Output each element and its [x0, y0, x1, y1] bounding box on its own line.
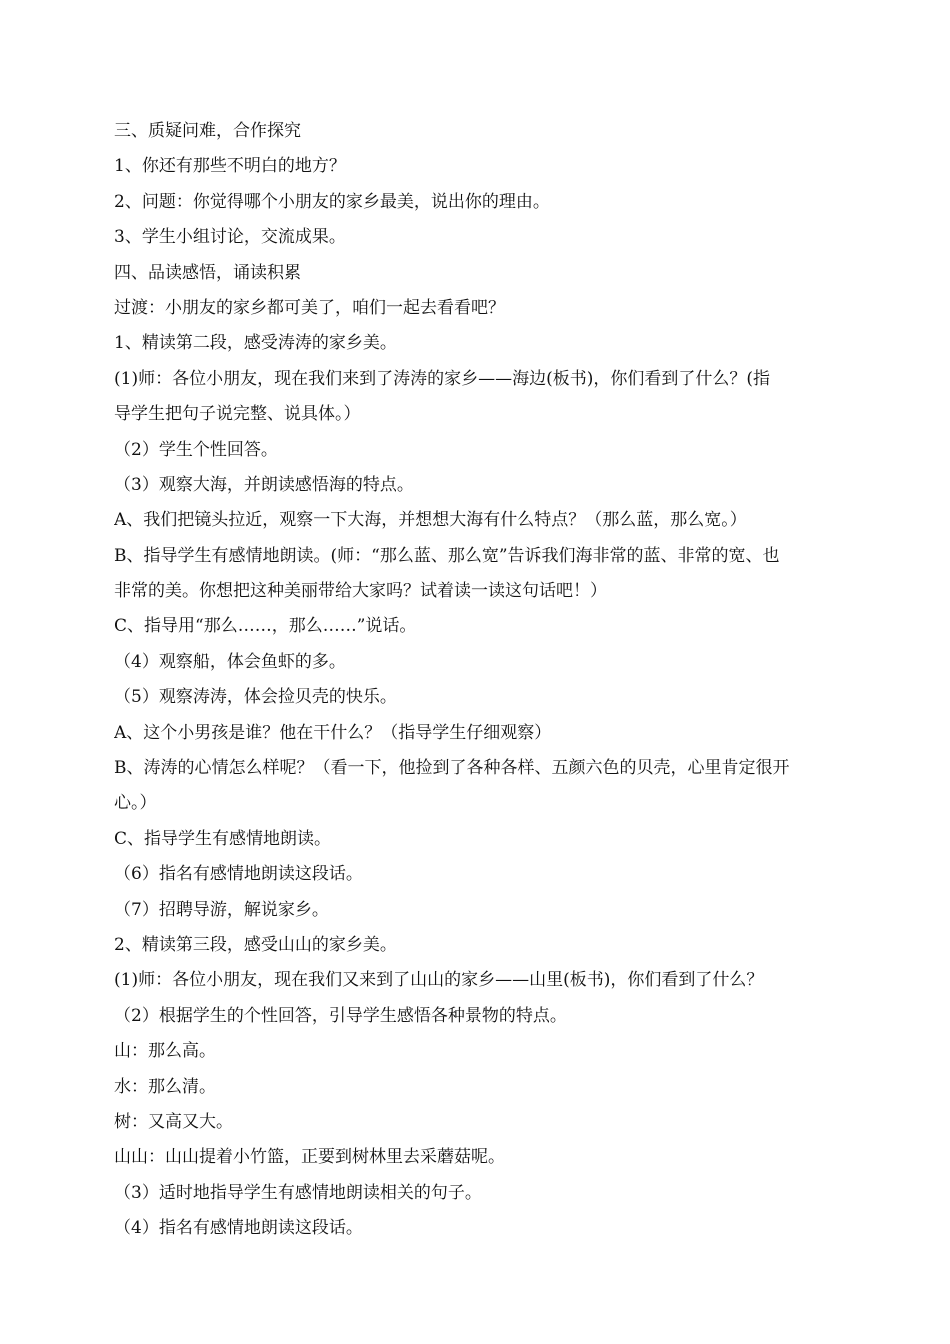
section-heading: 四、品读感悟，诵读积累	[114, 262, 301, 283]
text-line: (1)师：各位小朋友，现在我们又来到了山山的家乡——山里(板书)，你们看到了什么？	[114, 970, 764, 991]
text-line: (1)师：各位小朋友，现在我们来到了涛涛的家乡——海边(板书)，你们看到了什么？(指	[114, 368, 770, 389]
text-line: （4）观察船，体会鱼虾的多。	[114, 651, 346, 672]
text-line: 2、问题：你觉得哪个小朋友的家乡最美，说出你的理由。	[114, 191, 550, 212]
text-line: （5）观察涛涛，体会捡贝壳的快乐。	[114, 687, 397, 708]
text-line: B、涛涛的心情怎么样呢？（看一下，他捡到了各种各样、五颜六色的贝壳，心里肯定很开	[114, 758, 790, 779]
text-line: （3）观察大海，并朗读感悟海的特点。	[114, 474, 414, 495]
text-line: A、这个小男孩是谁？他在干什么？（指导学生仔细观察）	[114, 722, 552, 743]
text-line: B、指导学生有感情地朗读。(师：“那么蓝、那么宽”告诉我们海非常的蓝、非常的宽、也	[114, 545, 780, 566]
text-line: 3、学生小组讨论，交流成果。	[114, 227, 346, 248]
text-line: （2）学生个性回答。	[114, 439, 278, 460]
text-line: （4）指名有感情地朗读这段话。	[114, 1218, 363, 1239]
text-line: 水：那么清。	[114, 1076, 216, 1097]
text-line: 心。）	[114, 793, 157, 814]
text-line: 过渡：小朋友的家乡都可美了，咱们一起去看看吧？	[114, 297, 505, 318]
text-line: 非常的美。你想把这种美丽带给大家吗？试着读一读这句话吧！）	[114, 581, 607, 602]
text-line: 山山：山山提着小竹篮，正要到树林里去采蘑菇呢。	[114, 1147, 505, 1168]
text-line: （2）根据学生的个性回答，引导学生感悟各种景物的特点。	[114, 1005, 567, 1026]
section-heading: 三、质疑问难，合作探究	[114, 121, 301, 141]
text-line: 导学生把句子说完整、说具体。）	[114, 404, 361, 425]
text-line: 2、精读第三段，感受山山的家乡美。	[114, 934, 397, 955]
text-line: 1、精读第二段，感受涛涛的家乡美。	[114, 333, 397, 354]
text-line: A、我们把镜头拉近，观察一下大海，并想想大海有什么特点？（那么蓝，那么宽。）	[114, 510, 747, 531]
text-line: 山：那么高。	[114, 1041, 216, 1062]
text-line: C、指导学生有感情地朗读。	[114, 828, 332, 849]
text-line: C、指导用“那么……，那么……”说话。	[114, 616, 417, 637]
text-line: 1、你还有那些不明白的地方？	[114, 156, 346, 177]
text-line: （6）指名有感情地朗读这段话。	[114, 864, 363, 885]
text-line: （3）适时地指导学生有感情地朗读相关的句子。	[114, 1182, 482, 1203]
text-line: 树：又高又大。	[114, 1111, 233, 1132]
document-body	[114, 114, 852, 1247]
text-line: （7）招聘导游，解说家乡。	[114, 899, 329, 920]
